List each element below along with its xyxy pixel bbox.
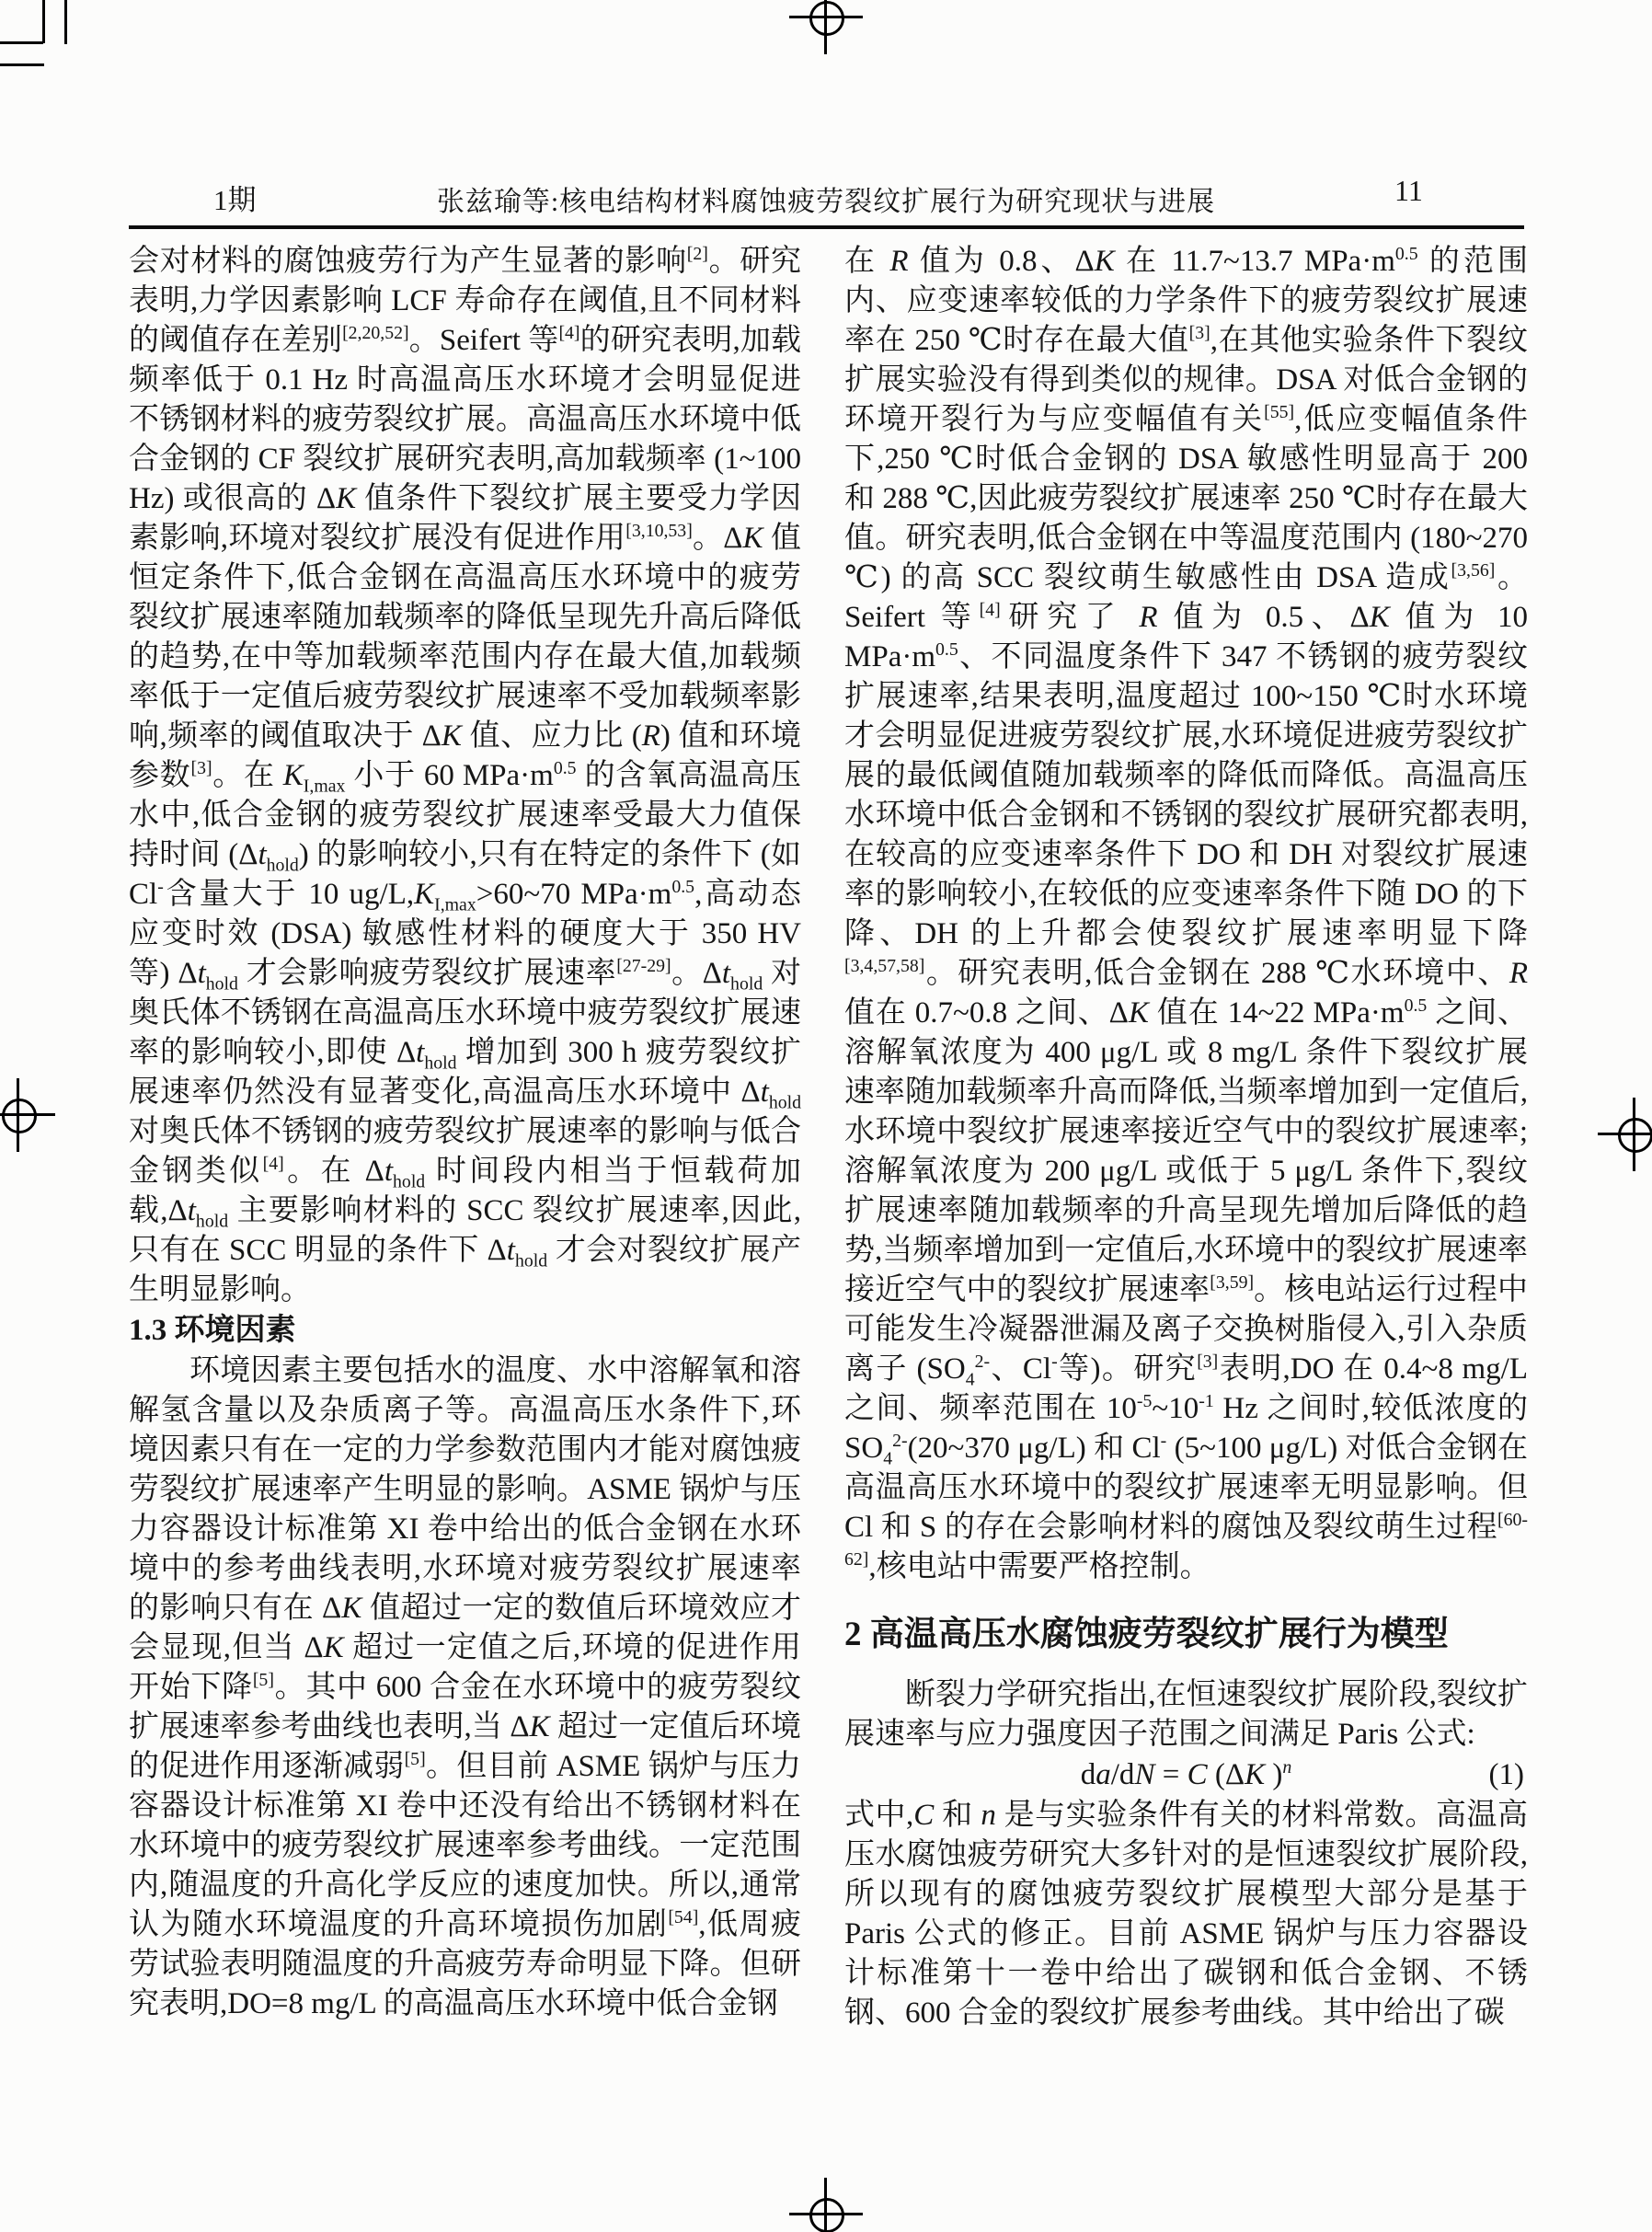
equation-paris-law [844,1755,1528,1796]
issue-label: 1期 [213,184,257,216]
right-column [844,242,1528,2033]
equation-number: (1) [1488,1758,1524,1791]
page-number: 11 [1394,174,1423,207]
registration-mark-icon [789,0,863,54]
crop-mark-icon [64,0,67,44]
crop-mark-icon [0,41,43,44]
crop-mark-icon [0,63,44,66]
running-title: 张兹瑜等:核电结构材料腐蚀疲劳裂纹扩展行为研究现状与进展 [436,187,1216,217]
equation-body: da/dN = C (ΔK )$^n$ [1080,1757,1292,1791]
crop-mark-icon [42,0,45,43]
section-heading-2: 2 高温高压水腐蚀疲劳裂纹扩展行为模型 [844,1616,1449,1653]
registration-mark-icon [0,1078,55,1152]
registration-mark-icon [1598,1098,1652,1171]
paragraph-model-discussion: 式中,C 和 n 是与实验条件有关的材料常数。高温高压水腐蚀疲劳研究大多针对的是恒速裂纹扩展阶段,所以现有的腐蚀疲劳裂纹扩展模型大部分是基于 Paris 公式的修正。目前 ASME 锅炉与压力容器设计标准第十一卷中给出了碳钢和低合金钢、不锈钢、600 合金的裂纹扩展参考曲线。其中给出了碳 [844,1799,1529,2030]
paragraph-continuation: 会对材料的腐蚀疲劳行为产生显著的影响[2]。研究表明,力学因素影响 LCF 寿命存在阈值,且不同材料的阈值存在差别[2,20,52]。Seifert 等[4]的研究表明,加载频率低于 0.1 Hz 时高温高压水环境才会明显促进不锈钢材料的疲劳裂纹扩展。高温高压水环境中低合金钢的 CF 裂纹扩展研究表明,高加载频率 (1~100 Hz) 或很高的 ΔK 值条件下裂纹扩展主要受力学因素影响,环境对裂纹扩展没有促进作用[3,10,53]。ΔK 值恒定条件下,低合金钢在高温高压水环境中的疲劳裂纹扩展速率随加载频率的降低呈现先升高后降低的趋势,在中等加载频率范围内存在最大值,加载频率低于一定值后疲劳裂纹扩展速率不受加载频率影响,频率的阈值取决于 ΔK 值、应力比 (R) 值和环境参数[3]。在 $K_{I,max}$ 小于 60 $MPa\cdot m^{0.5}$ 的含氧高温高压水中,低合金钢的疲劳裂纹扩展速率受最大力值保持时间 $(\Delta t_{hold})$ 的影响较小,只有在特定的条件下 (如 Cl-含量大于 10 $ug/L,K_{I,max}>60\sim 70$ $MPa\cdot m^{0.5}$,高动态应变时效 (DSA) 敏感性材料的硬度大于 350 HV 等) $\Delta t_{hold}$ 才会影响疲劳裂纹扩展速率[27-29]。$\Delta t_{hold}$ 对奥氏体不锈钢在高温高压水环境中疲劳裂纹扩展速率的影响较小,即使 $\Delta t_{hold}$ 增加到 300 h 疲劳裂纹扩展速率仍然没有显著变化,高温高压水环境中 $\Delta t_{hold}$ 对奥氏体不锈钢的疲劳裂纹扩展速率的影响与低合金钢类似[4]。在 $\Delta t_{hold}$ 时间段内相当于恒载荷加载$,\Delta t_{hold}$ 主要影响材料的 SCC 裂纹扩展速率,因此,只有在 SCC 明显的条件下 $\Delta t_{hold}$ 才会对裂纹扩展产生明显影响。 [129,244,802,1306]
section-heading-1-3: 1.3 环境因素 [129,1314,296,1347]
left-column [129,242,801,2024]
paragraph-temperature-effects: 在 R 值为 0.8、ΔK 在 11.7~13.7 $MPa\cdot m^{0.5}$ 的范围内、应变速率较低的力学条件下的疲劳裂纹扩展速率在 250 ℃时存在最大值[3],在其他实验条件下裂纹扩展实验没有得到类似的规律。DSA 对低合金钢的环境开裂行为与应变幅值有关[55],低应变幅值条件下,250 ℃时低合金钢的 DSA 敏感性明显高于 200 和 288 ℃,因此疲劳裂纹扩展速率 250 ℃时存在最大值。研究表明,低合金钢在中等温度范围内 (180~270 ℃) 的高 SCC 裂纹萌生敏感性由 DSA 造成[3,56]。Seifert 等[4]研究了 R 值为 0.5、ΔK 值为 10 $MPa\cdot m^{0.5}$、不同温度条件下 347 不锈钢的疲劳裂纹扩展速率,结果表明,温度超过 100~150 ℃时水环境才会明显促进疲劳裂纹扩展,水环境促进疲劳裂纹扩展的最低阈值随加载频率的降低而降低。高温高压水环境中低合金钢和不锈钢的裂纹扩展研究都表明,在较高的应变速率条件下 DO 和 DH 对裂纹扩展速率的影响较小,在较低的应变速率条件下随 DO 的下降、DH 的上升都会使裂纹扩展速率明显下降[3,4,57,58]。研究表明,低合金钢在 288 ℃水环境中、R 值在 0.7~0.8 之间、ΔK 值在 14~22 $MPa\cdot m^{0.5}$ 之间、溶解氧浓度为 400 μg/L 或 8 mg/L 条件下裂纹扩展速率随加载频率升高而降低,当频率增加到一定值后,水环境中裂纹扩展速率接近空气中的裂纹扩展速率;溶解氧浓度为 200 μg/L 或低于 5 μg/L 条件下,裂纹扩展速率随加载频率的升高呈现先增加后降低的趋势,当频率增加到一定值后,水环境中的裂纹扩展速率接近空气中的裂纹扩展速率[3,59]。核电站运行过程中可能发生冷凝器泄漏及离子交换树脂侵入,引入杂质离子 ($SO_4^{2-}$、Cl-等)。研究[3]表明,DO 在 0.4~8 mg/L 之间、频率范围在 $10^{-5}\sim 10^{-1}$ Hz 之间时,较低浓度的 $SO_4^{2-}(20\sim 370$ μg/L) 和 Cl- (5~100 μg/L) 对低合金钢在高温高压水环境中的裂纹扩展速率无明显影响。但 Cl 和 S 的存在会影响材料的腐蚀及裂纹萌生过程[60-62],核电站中需要严格控制。 [844,244,1529,1583]
registration-mark-icon [789,2178,863,2232]
header-rule [129,225,1524,229]
paragraph-paris-intro: 断裂力学研究指出,在恒速裂纹扩展阶段,裂纹扩展速率与应力强度因子范围之间满足 Paris 公式: [844,1678,1528,1751]
paragraph-environment-factors: 环境因素主要包括水的温度、水中溶解氧和溶解氢含量以及杂质离子等。高温高压水条件下,环境因素只有在一定的力学参数范围内才能对腐蚀疲劳裂纹扩展速率产生明显的影响。ASME 锅炉与压力容器设计标准第 XI 卷中给出的低合金钢在水环境中的参考曲线表明,水环境对疲劳裂纹扩展速率的影响只有在 ΔK 值超过一定的数值后环境效应才会显现,但当 ΔK 超过一定值之后,环境的促进作用开始下降[5]。其中 600 合金在水环境中的疲劳裂纹扩展速率参考曲线也表明,当 ΔK 超过一定值后环境的促进作用逐渐减弱[5]。但目前 ASME 锅炉与压力容器设计标准第 XI 卷中还没有给出不锈钢材料在水环境中的疲劳裂纹扩展速率参考曲线。一定范围内,随温度的升高化学反应的速度加快。所以,通常认为随水环境温度的升高环境损伤加剧[54],低周疲劳试验表明随温度的升高疲劳寿命明显下降。但研究表明,DO=8 mg/L 的高温高压水环境中低合金钢 [129,1354,802,2020]
